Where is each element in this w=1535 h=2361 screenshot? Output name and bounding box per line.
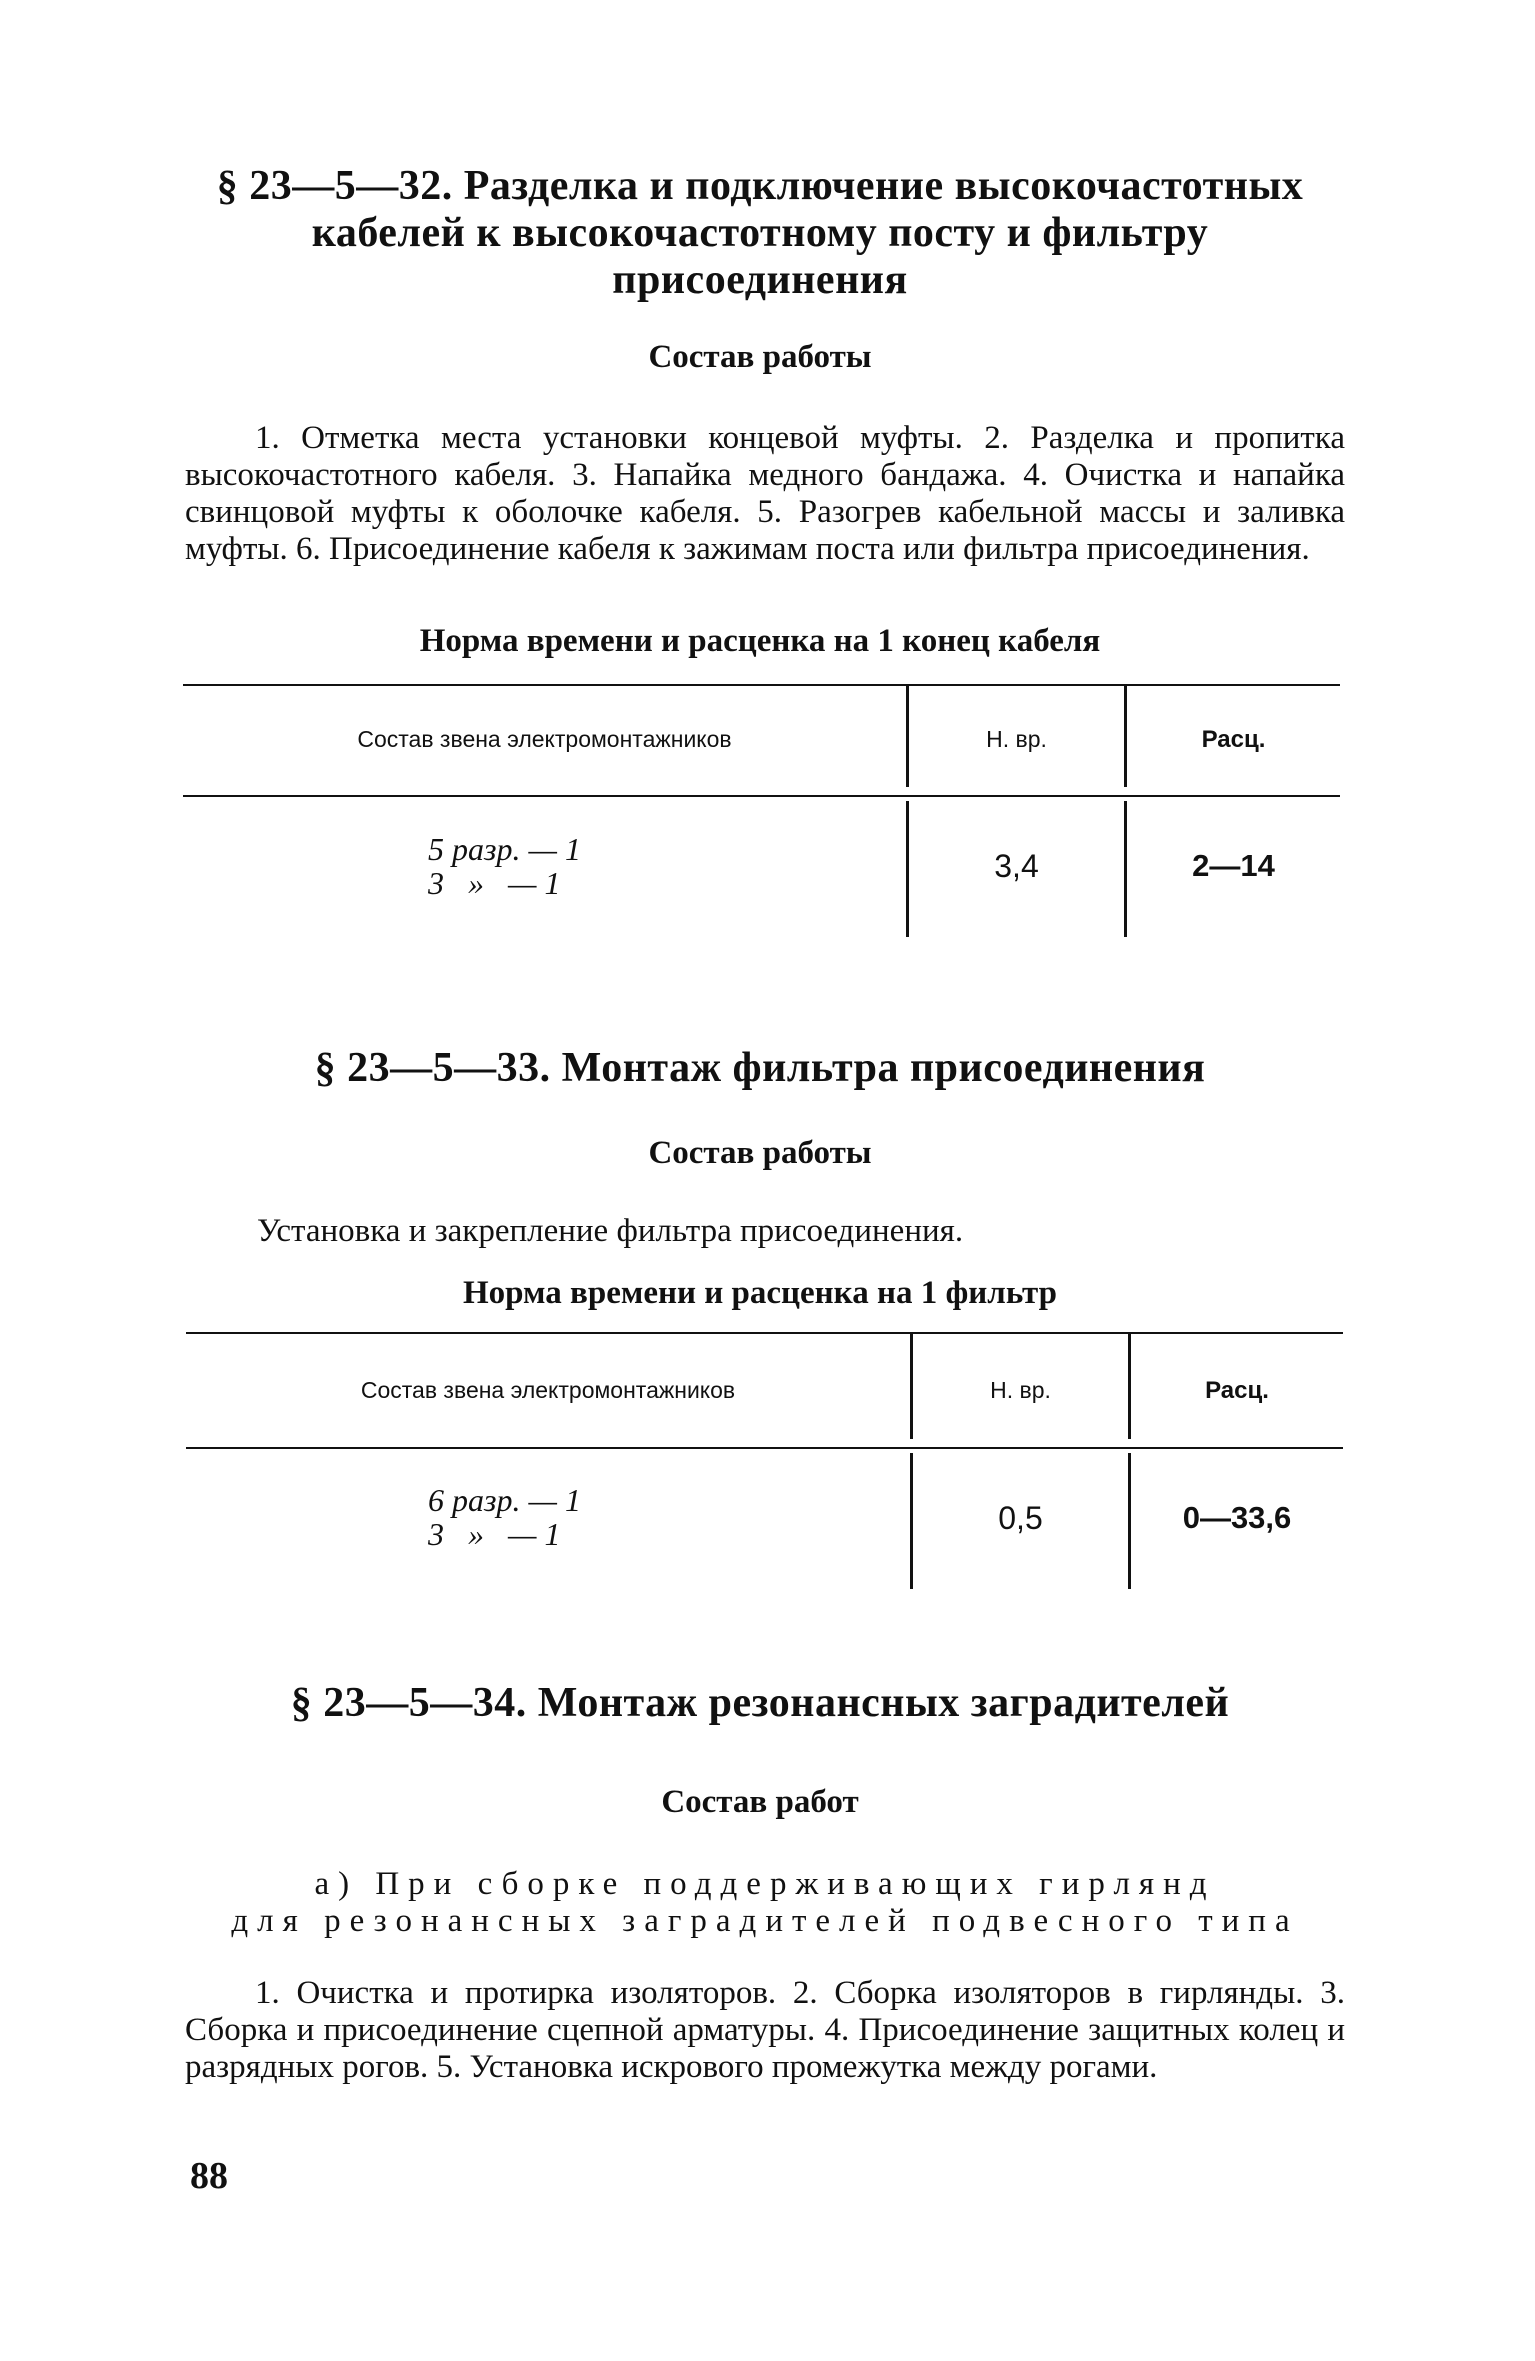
table-2-crew-grade-2: 3 » — 1 (428, 1516, 561, 1552)
table-2-header-rule (186, 1447, 1343, 1449)
table-2-top-rule (186, 1332, 1343, 1334)
table-1-crew-grade-1: 5 разр. — 1 (428, 831, 581, 867)
norm-table-title-2: Норма времени и расценка на 1 фильтр (463, 1275, 1057, 1311)
table-2-crew-grade-1: 6 разр. — 1 (428, 1482, 581, 1518)
table-1-top-rule (183, 684, 1340, 686)
table-1-rate-value: 2—14 (1192, 848, 1275, 883)
table-2-rate-value: 0—33,6 (1182, 1500, 1292, 1535)
section-heading-23-5-32-line1: § 23—5—32. Разделка и подключение высокочастотных (216, 163, 1304, 209)
work-composition-text-1: 1. Отметка места установки концевой муфты. 2. Разделка и пропитка высокочастотного кабеля. 3. Напайка медного бандажа. 4. Очистка и напайка свинцовой муфты к оболочке кабеля. 5. Разогрев кабельной массы и заливка муфты. 6. Присоединение кабеля к зажимам поста или фильтра присоединения. (185, 420, 1345, 567)
table-1-header-time: Н. вр. (986, 726, 1047, 752)
table-1-crew-grade-2: 3 » — 1 (428, 865, 561, 901)
section-heading-23-5-32-line2: кабелей к высокочастотному посту и фильтру (311, 210, 1209, 256)
table-2-header-time: Н. вр. (990, 1377, 1051, 1403)
table-1-header-rate: Расц. (1201, 726, 1266, 753)
section-heading-23-5-34: § 23—5—34. Монтаж резонансных заградителей (290, 1680, 1230, 1726)
assembly-subtitle-line2: для резонансных заградителей подвесного типа (231, 1903, 1299, 1939)
table-1-header-rule (183, 795, 1340, 797)
section-heading-23-5-33: § 23—5—33. Монтаж фильтра присоединения (314, 1045, 1206, 1091)
work-composition-text-3: 1. Очистка и протирка изоляторов. 2. Сборка изоляторов в гирлянды. 3. Сборка и присоединение сцепной арматуры. 4. Присоединение защитных колец и разрядных рогов. 5. Установка искрового промежутка между рогами. (185, 1975, 1345, 2085)
table-2-header-rate: Расц. (1205, 1377, 1269, 1404)
norm-table-title-1: Норма времени и расценка на 1 конец кабеля (419, 623, 1101, 659)
section-heading-23-5-32-line3: присоединения (612, 257, 908, 303)
table-2-header-crew: Состав звена электромонтажников (360, 1377, 736, 1403)
assembly-subtitle-line1: а) При сборке поддерживающих гирлянд (314, 1866, 1216, 1902)
work-composition-heading-1: Состав работы (648, 339, 872, 375)
work-composition-heading-3: Состав работ (661, 1784, 859, 1820)
table-2-time-value: 0,5 (998, 1500, 1043, 1536)
work-composition-heading-2: Состав работы (648, 1135, 872, 1171)
page-number: 88 (190, 2155, 228, 2197)
table-1-header-crew: Состав звена электромонтажников (357, 726, 732, 752)
table-1-time-value: 3,4 (994, 848, 1039, 884)
work-composition-text-2: Установка и закрепление фильтра присоединения. (257, 1213, 964, 1249)
